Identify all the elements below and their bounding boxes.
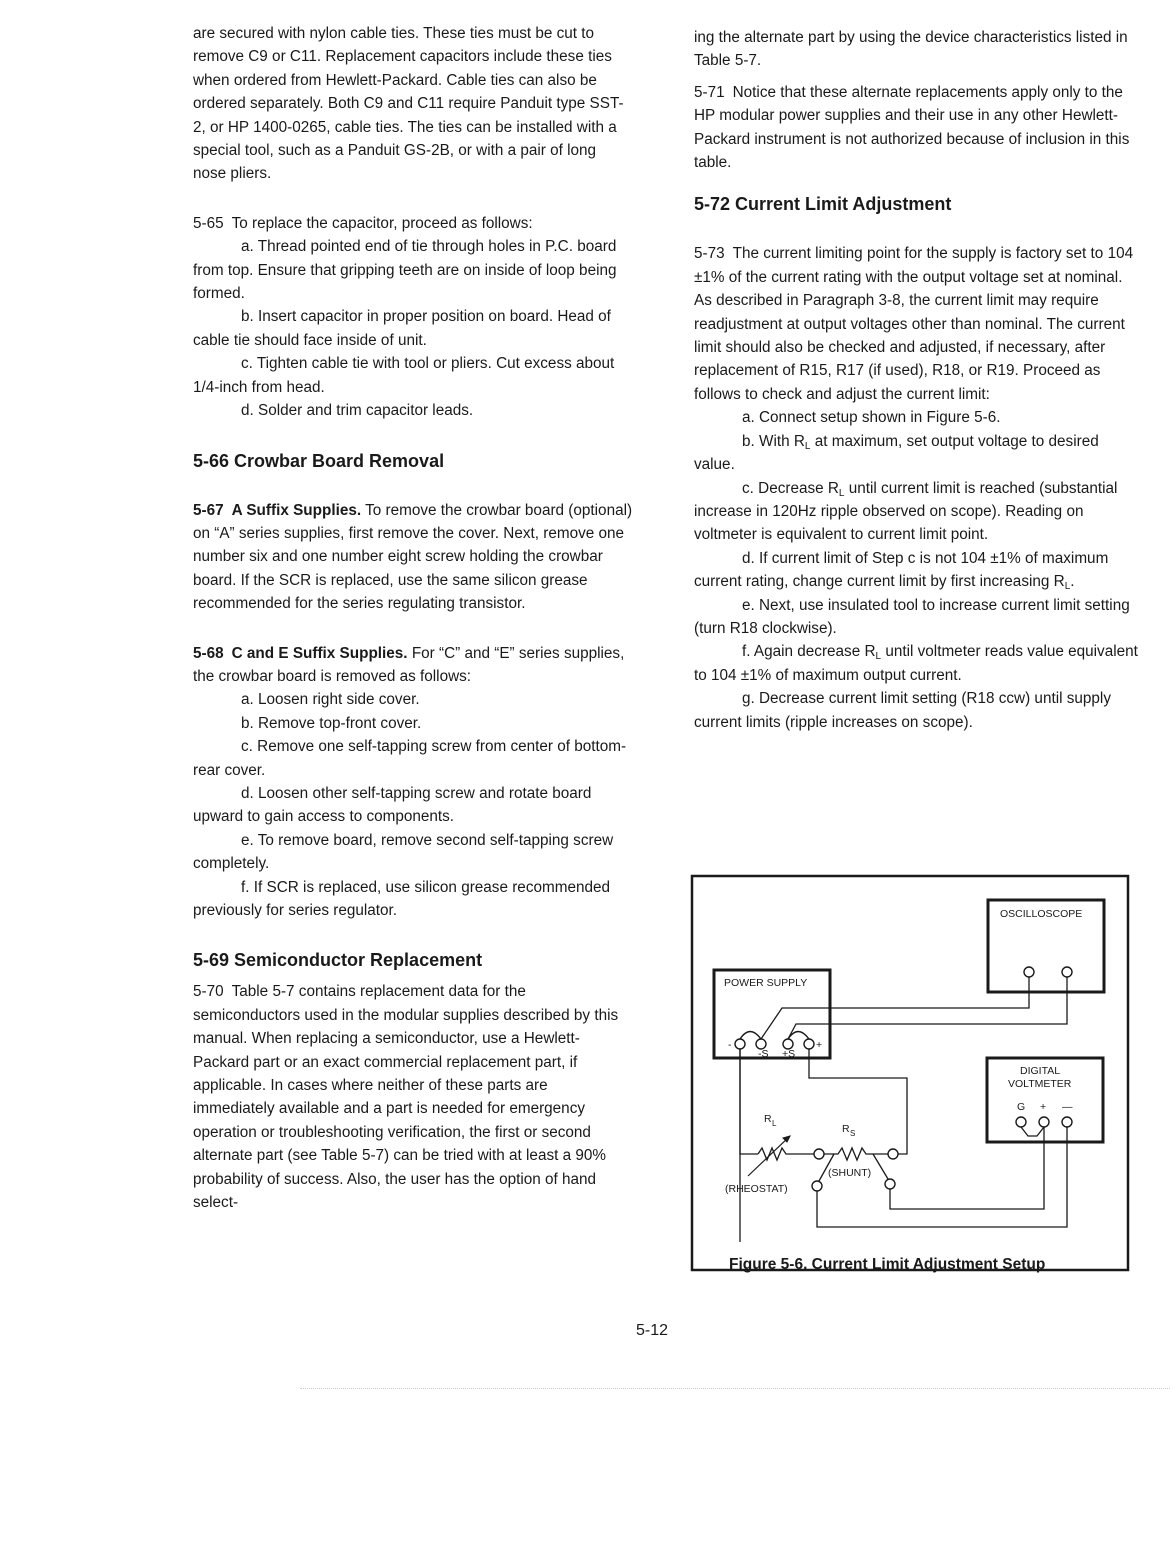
power-supply-label: POWER SUPPLY <box>724 977 808 989</box>
paragraph-number: 5-73 <box>694 245 725 263</box>
dvm-minus-label: — <box>1062 1101 1073 1113</box>
dvm-jumper <box>1021 1127 1044 1136</box>
section-heading-5-66: 5-66 Crowbar Board Removal <box>193 450 445 471</box>
step-b: b. Insert capacitor in proper position on board. Head of cable tie should face inside of unit. <box>193 308 611 349</box>
paragraph-lead: C and E Suffix Supplies. <box>231 644 408 662</box>
dvm-plus-label: + <box>1040 1101 1047 1113</box>
plus-s-label: +S <box>782 1048 796 1060</box>
wire-dvm-plus <box>890 1127 1044 1209</box>
paragraph-number: 5-68 <box>193 644 224 662</box>
paragraph-text: To remove the crowbar board (optional) on “A” series supplies, first remove the cover. Next, remove one number six and one number eight screw holding the crowbar board. If the SCR is replaced, use the same silicon grease recommended for the series regulating transistor. <box>193 501 633 613</box>
minus-s-label: -S <box>758 1048 769 1060</box>
step-text: at maximum, set output voltage to desired value. <box>694 432 1099 474</box>
left-column <box>193 22 633 1214</box>
step-e: e. Next, use insulated tool to increase current limit setting (turn R18 clockwise). <box>694 596 1130 637</box>
dvm-label-line2: VOLTMETER <box>1008 1078 1072 1090</box>
paragraph-number: 5-71 <box>694 83 725 101</box>
wire-plus-to-shunt <box>809 1049 907 1154</box>
step-f: f. If SCR is replaced, use silicon grease recommended previously for series regulator. <box>193 878 610 919</box>
figure-5-6-diagram <box>690 874 1130 1274</box>
step-a: a. Thread pointed end of tie through holes in P.C. board from top. Ensure that gripping teeth are on inside of loop being formed. <box>193 238 617 303</box>
paragraph-text: For “C” and “E” series supplies, the crowbar board is removed as follows: <box>193 644 625 685</box>
paragraph-number: 5-70 <box>193 983 224 1001</box>
page-number: 5-12 <box>636 1322 669 1339</box>
paragraph-text: The current limiting point for the supply is factory set to 104 ±1% of the current rating with the output voltage set at nominal. As described in Paragraph 3-8, the current limit may require readjustment at output voltages other than nominal. The current limit should also be checked and adjusted, if necessary, after replacement of R15, R17 (if used), R18, or R19. Proceed as follows to check and adjust the current limit: <box>694 245 1134 403</box>
paragraph-text: To replace the capacitor, proceed as follows: <box>231 214 533 232</box>
rheostat-label: (RHEOSTAT) <box>725 1183 788 1195</box>
paragraph-5-73 <box>694 242 1142 406</box>
step-b: b. Remove top-front cover. <box>241 714 422 732</box>
rheostat-arrow <box>748 1136 790 1176</box>
sense-terminal-right <box>885 1179 895 1189</box>
step-c <box>694 477 1142 547</box>
dvm-terminal-g <box>1016 1117 1026 1127</box>
step-a: a. Connect setup shown in Figure 5-6. <box>742 409 1001 427</box>
step-d <box>694 547 1142 594</box>
figure-frame <box>692 876 1128 1270</box>
subscript: L <box>804 440 811 452</box>
dvm-terminal-plus <box>1039 1117 1049 1127</box>
subscript: L <box>875 651 882 663</box>
step-text: b. With R <box>742 432 805 450</box>
rs-subscript: S <box>850 1129 856 1138</box>
step-text: until voltmeter reads value equivalent to 104 ±1% of maximum output current. <box>694 643 1138 684</box>
dvm-g-label: G <box>1017 1101 1026 1113</box>
paragraph-text: Table 5-7 contains replacement data for the semiconductors used in the modular supplies described by this manual. When replacing a semiconductor, use a Hewlett-Packard part or an exact commercial replacement part, if applicable. In cases where neither of these parts are immediately available and a part is needed for emergency operation or troubleshooting verification, the first or second alternate part (see Table 5-7) can be tried with at least a 90% probability of success. Also, the user has the option of hand select- <box>193 983 619 1212</box>
paragraph-5-65 <box>193 212 633 235</box>
step-b <box>694 430 1142 477</box>
sense-terminal-left <box>812 1181 822 1191</box>
continuation-paragraph: ing the alternate part by using the device characteristics listed in Table 5-7. <box>694 29 1128 70</box>
scan-artifact-line <box>300 1388 1170 1390</box>
shunt-label: (SHUNT) <box>828 1167 872 1179</box>
oscilloscope-terminal-1 <box>1024 967 1034 977</box>
step-text: until current limit is reached (substantial increase in 120Hz ripple observed on scope). Reading on voltmeter is equivalent to current limit point. <box>694 479 1118 544</box>
paragraph-lead: A Suffix Supplies. <box>231 501 362 519</box>
paragraph-5-71 <box>694 81 1142 175</box>
shunt-terminal-right <box>888 1149 898 1159</box>
circuit-diagram <box>690 874 1130 1274</box>
jumper-minus <box>740 1032 761 1040</box>
step-g: g. Decrease current limit setting (R18 ccw) until supply current limits (ripple increases on scope). <box>694 690 1111 731</box>
intro-paragraph: are secured with nylon cable ties. These ties must be cut to remove C9 or C11. Replacement capacitors include these ties when ordered from Hewlett-Packard. Cable ties can also be ordered separately. Both C9 and C11 require Panduit type SST-2, or HP 1400-0265, cable ties. The ties can be installed with a special tool, such as a Panduit GS-2B, or with a pair of long nose pliers. <box>193 25 624 183</box>
rl-subscript: L <box>772 1119 777 1128</box>
step-text: f. Again decrease R <box>742 643 876 661</box>
paragraph-text: Notice that these alternate replacements apply only to the HP modular power supplies and their use in any other Hewlett-Packard instrument is not authorized because of inclusion in this table. <box>694 83 1130 172</box>
terminal-minus <box>735 1039 745 1049</box>
step-text: c. Decrease R <box>742 479 839 497</box>
oscilloscope-label: OSCILLOSCOPE <box>1000 908 1083 920</box>
dvm-label-line1: DIGITAL <box>1020 1065 1061 1077</box>
step-a: a. Loosen right side cover. <box>241 691 420 709</box>
step-c: c. Remove one self-tapping screw from center of bottom-rear cover. <box>193 738 627 779</box>
paragraph-number: 5-67 <box>193 501 224 519</box>
rl-label: R <box>764 1113 772 1125</box>
paragraph-number: 5-65 <box>193 214 224 232</box>
plus-label: + <box>816 1039 823 1051</box>
paragraph-5-67 <box>193 499 633 616</box>
section-heading-5-69: 5-69 Semiconductor Replacement <box>193 950 483 971</box>
dvm-terminal-minus <box>1062 1117 1072 1127</box>
shunt-terminal-left <box>814 1149 824 1159</box>
minus-label: - <box>728 1039 732 1051</box>
paragraph-5-70 <box>193 980 633 1214</box>
terminal-plus <box>804 1039 814 1049</box>
shunt-sense-right <box>873 1154 888 1179</box>
step-text: . <box>1070 573 1075 591</box>
step-d: d. Solder and trim capacitor leads. <box>241 402 474 420</box>
step-f <box>694 640 1142 687</box>
step-text: d. If current limit of Step c is not 104 ±1% of maximum current rating, change current limit by first increasing R <box>694 549 1109 591</box>
section-heading-5-72: 5-72 Current Limit Adjustment <box>694 194 952 215</box>
right-column <box>694 26 1142 734</box>
oscilloscope-terminal-2 <box>1062 967 1072 977</box>
figure-caption: Figure 5-6. Current Limit Adjustment Setup <box>729 1256 1046 1273</box>
step-e: e. To remove board, remove second self-tapping screw completely. <box>193 831 614 873</box>
subscript: L <box>838 487 845 499</box>
wire-minus-rheostat <box>740 1049 758 1154</box>
step-c: c. Tighten cable tie with tool or pliers. Cut excess about 1/4-inch from head. <box>193 355 615 396</box>
paragraph-5-68 <box>193 642 633 689</box>
rs-label: R <box>842 1123 850 1135</box>
subscript: L <box>1064 581 1071 593</box>
step-d: d. Loosen other self-tapping screw and rotate board upward to gain access to components. <box>193 784 592 826</box>
